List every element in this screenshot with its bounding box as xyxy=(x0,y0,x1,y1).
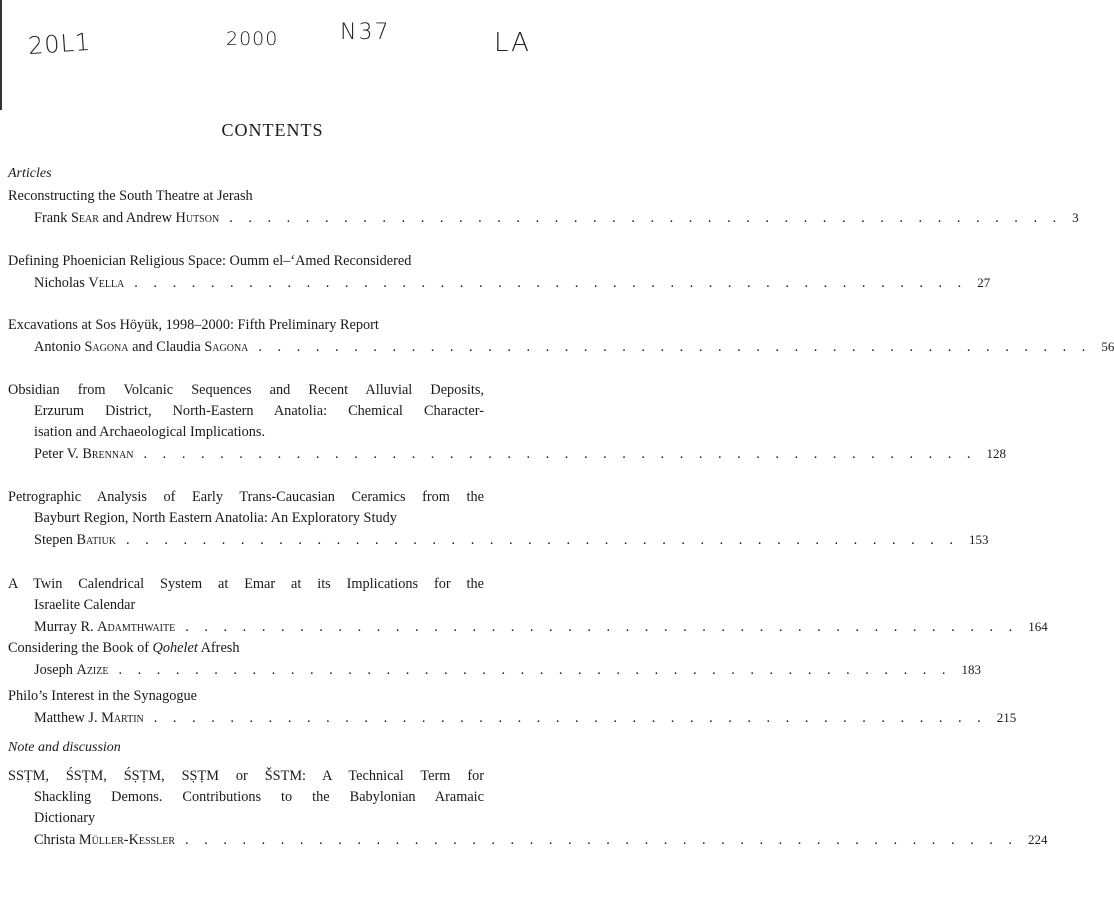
page-number: 215 xyxy=(996,710,1017,725)
entry-author: Christa Müller-Kessler xyxy=(34,832,176,848)
leader-dots: . . . . . . . . . . . . . . . . . . . . . . . . . . . . . . . . . . . . . . . . . . . . xyxy=(185,832,1018,848)
leader-dots: . . . . . . . . . . . . . . . . . . . . . . . . . . . . . . . . . . . . . . . . . . . . xyxy=(126,532,959,548)
toc-entry[interactable] xyxy=(8,380,1006,465)
entry-author-line xyxy=(8,336,1114,358)
page-number: 164 xyxy=(1028,619,1048,634)
toc-entry[interactable] xyxy=(8,186,1079,229)
entry-author-line xyxy=(8,707,1017,729)
toc-entry[interactable] xyxy=(8,574,1048,638)
page-number: 224 xyxy=(1027,832,1048,847)
entry-author: Frank Sear and Andrew Hutson xyxy=(34,210,220,226)
leader-dots: . . . . . . . . . . . . . . . . . . . . . . . . . . . . . . . . . . . . . . . . . . . . xyxy=(229,210,1063,226)
page-number: 3 xyxy=(1072,210,1079,225)
page-number: 183 xyxy=(961,662,981,677)
page-number: 27 xyxy=(977,275,991,290)
page-number: 153 xyxy=(969,532,989,547)
entry-author-line xyxy=(8,829,1048,851)
entry-title: Philo’s Interest in the Synagogue xyxy=(8,688,198,704)
entry-author: Matthew J. Martin xyxy=(34,710,144,726)
handwritten-annotation: N37 xyxy=(340,20,391,45)
entry-author: Nicholas Vella xyxy=(34,275,125,291)
entry-author-line xyxy=(8,529,989,551)
handwritten-annotation: LA xyxy=(494,28,531,58)
entry-author: Peter V. Brennan xyxy=(34,446,134,462)
entry-author-line xyxy=(8,659,981,681)
leader-dots: . . . . . . . . . . . . . . . . . . . . . . . . . . . . . . . . . . . . . . . . . . . . xyxy=(258,339,1092,355)
contents-heading: CONTENTS xyxy=(221,120,324,140)
entry-author: Stepen Batiuk xyxy=(34,532,117,548)
page-number: 56 xyxy=(1101,339,1114,354)
toc-entry[interactable] xyxy=(8,487,989,551)
toc-entry[interactable] xyxy=(8,638,981,681)
leader-dots: . . . . . . . . . . . . . . . . . . . . . . . . . . . . . . . . . . . . . . . . . . . . xyxy=(185,619,1019,635)
entry-author-line xyxy=(8,207,1079,229)
entry-author: Joseph Azize xyxy=(34,662,109,678)
entry-title: Considering the Book of Qohelet Afresh xyxy=(8,640,240,656)
entry-author: Murray R. Adamthwaite xyxy=(34,619,176,635)
section-heading-articles: Articles xyxy=(8,166,52,181)
toc-entry[interactable] xyxy=(8,766,1048,851)
toc-entry[interactable] xyxy=(8,686,1017,729)
entry-title-continued: Bayburt Region, North Eastern Anatolia: An Exploratory Study xyxy=(34,510,397,526)
entry-title-continued: Dictionary xyxy=(34,810,96,826)
entry-title: Reconstructing the South Theatre at Jerash xyxy=(8,188,253,204)
leader-dots: . . . . . . . . . . . . . . . . . . . . . . . . . . . . . . . . . . . . . . . . . . . . xyxy=(153,710,987,726)
entry-title-continued: Israelite Calendar xyxy=(34,597,136,613)
scan-edge-mark xyxy=(0,0,2,110)
entry-author-line xyxy=(8,272,991,294)
leader-dots: . . . . . . . . . . . . . . . . . . . . . . . . . . . . . . . . . . . . . . . . . . . . xyxy=(118,662,952,678)
entry-author: Antonio Sagona and Claudia Sagona xyxy=(34,339,249,355)
book-title-italic: Qohelet xyxy=(152,640,198,656)
page-number: 128 xyxy=(986,446,1006,461)
section-heading-note: Note and discussion xyxy=(8,740,121,755)
entry-title-continued: Shackling Demons. Contributions to the Babylonian Aramaic xyxy=(34,789,484,805)
entry-title: Excavations at Sos Höyük, 1998–2000: Fifth Preliminary Report xyxy=(8,317,379,333)
entry-author-line xyxy=(8,443,1006,465)
entry-title: Obsidian from Volcanic Sequences and Recent Alluvial Deposits, xyxy=(8,382,484,398)
entry-title: SSṬM, ŚSṬM, ŚṢṬM, SṢṬM or ŠSTM: A Technical Term for xyxy=(8,768,484,784)
entry-title: Defining Phoenician Religious Space: Oumm el–‘Amed Reconsidered xyxy=(8,253,412,269)
toc-entry[interactable] xyxy=(8,251,991,294)
toc-entry[interactable] xyxy=(8,315,1114,358)
handwritten-annotation: 2000 xyxy=(226,28,279,50)
entry-author-line xyxy=(8,616,1048,638)
handwritten-annotation: 20L1 xyxy=(27,27,93,61)
entry-title: A Twin Calendrical System at Emar at its Implications for the xyxy=(8,576,484,592)
entry-title: Petrographic Analysis of Early Trans-Caucasian Ceramics from the xyxy=(8,489,484,505)
entry-title-continued: Erzurum District, North-Eastern Anatolia: Chemical Character- xyxy=(34,403,484,419)
leader-dots: . . . . . . . . . . . . . . . . . . . . . . . . . . . . . . . . . . . . . . . . . . . . xyxy=(134,275,968,291)
entry-title-continued: isation and Archaeological Implications. xyxy=(34,424,266,440)
leader-dots: . . . . . . . . . . . . . . . . . . . . . . . . . . . . . . . . . . . . . . . . . . . . xyxy=(143,446,977,462)
